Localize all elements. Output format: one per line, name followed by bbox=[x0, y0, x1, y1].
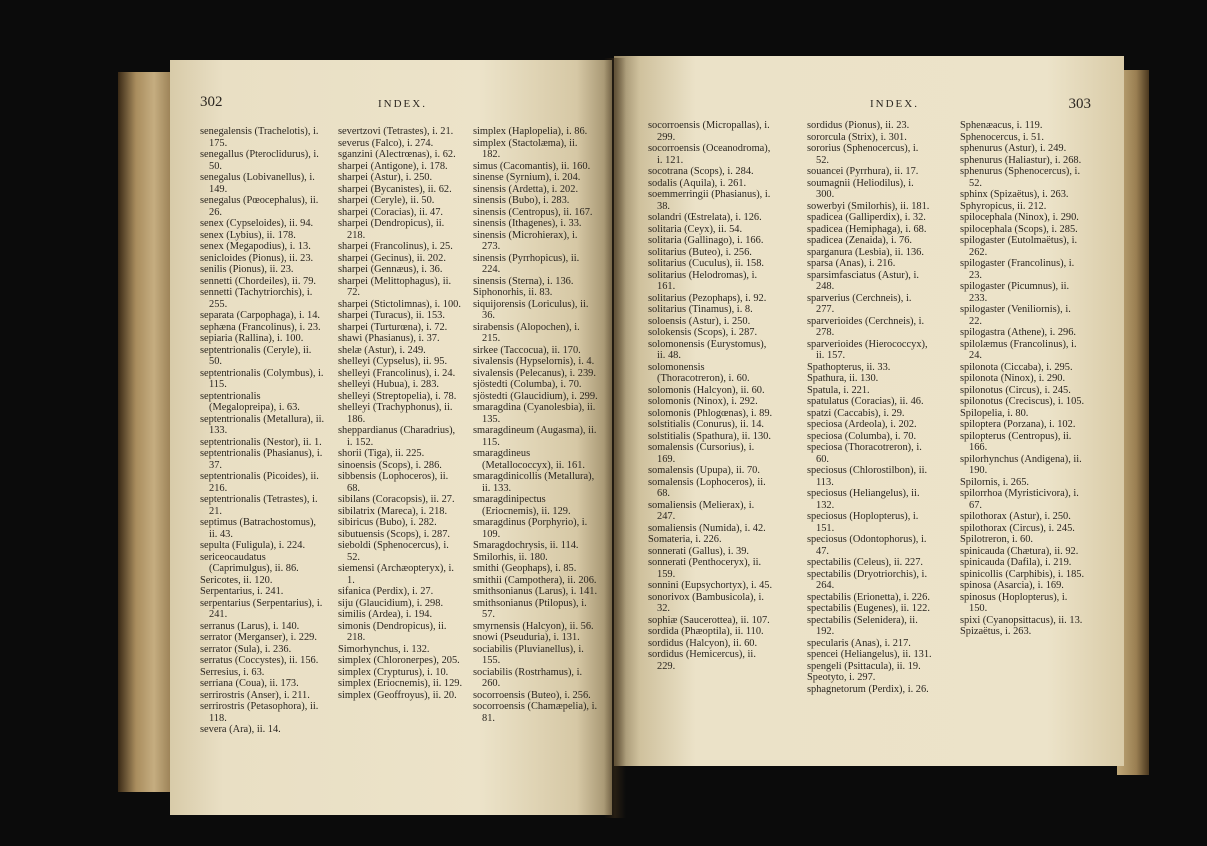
index-entry: sinensis (Pyrrhopicus), ii. 224. bbox=[473, 252, 580, 275]
index-entry: somaliensis (Numida), i. 42. bbox=[648, 522, 766, 534]
index-entry: sphinx (Spizaëtus), i. 263. bbox=[960, 189, 1069, 200]
index-entry: septentrionalis (Tetrastes), i. 21. bbox=[200, 494, 318, 517]
index-entry: Sphyropicus, ii. 212. bbox=[960, 200, 1047, 212]
index-entry: spengeli (Psittacula), ii. 19. bbox=[807, 660, 921, 672]
index-entry: Spatula, i. 221. bbox=[807, 384, 870, 396]
index-entry: septentrionalis (Colymbus), i. 115. bbox=[200, 367, 324, 390]
index-entry: sephæna (Francolinus), i. 23. bbox=[200, 321, 321, 333]
index-entry: sieboldi (Sphenocercus), i. 52. bbox=[338, 540, 449, 563]
index-column-3 bbox=[473, 126, 598, 724]
index-entry: sharpei (Astur), i. 250. bbox=[338, 172, 433, 183]
index-entry: sharpei (Turacus), ii. 153. bbox=[338, 310, 445, 321]
index-entry: serriana (Coua), ii. 173. bbox=[200, 678, 299, 689]
index-entry: solokensis (Scops), i. 287. bbox=[648, 327, 758, 338]
index-entry: solitaria (Ceyx), ii. 54. bbox=[648, 223, 743, 235]
index-entry: solitarius (Pezophaps), i. 92. bbox=[648, 292, 767, 304]
index-entry: spilonota (Ciccaba), i. 295. bbox=[960, 361, 1073, 373]
index-entry: sonnerati (Gallus), i. 39. bbox=[648, 545, 749, 557]
index-column-2 bbox=[807, 120, 932, 695]
index-entry: serrirostris (Anser), i. 211. bbox=[200, 689, 310, 701]
index-entry: sordidus (Pionus), ii. 23. bbox=[807, 120, 910, 131]
index-entry: solitarius (Tinamus), i. 8. bbox=[648, 304, 753, 315]
index-entry: severtzovi (Tetrastes), i. 21. bbox=[338, 126, 454, 137]
index-entry: serrirostris (Petasophora), ii. 118. bbox=[200, 701, 319, 724]
index-entry: spilorrhoa (Myristicivora), i. 67. bbox=[960, 488, 1079, 511]
index-entry: speciosus (Chlorostilbon), ii. 113. bbox=[807, 465, 928, 488]
index-entry: senicloides (Pionus), ii. 23. bbox=[200, 252, 314, 264]
index-entry: spatulatus (Coracias), ii. 46. bbox=[807, 396, 924, 407]
index-entry: sharpei (Antigone), i. 178. bbox=[338, 160, 448, 172]
index-entry: shelleyi (Hubua), i. 283. bbox=[338, 379, 439, 390]
index-column-1 bbox=[200, 126, 325, 736]
index-entry: Spilopelia, i. 80. bbox=[960, 407, 1029, 419]
index-column-2 bbox=[338, 126, 463, 701]
index-entry: spadicea (Zenaida), i. 76. bbox=[807, 235, 913, 246]
index-entry: speciosa (Thoracotreron), i. 60. bbox=[807, 442, 922, 465]
index-entry: somalensis (Lophoceros), ii. 68. bbox=[648, 476, 766, 499]
index-entry: septentrionalis (Nestor), ii. 1. bbox=[200, 436, 322, 448]
index-entry: Serpentarius, i. 241. bbox=[200, 586, 284, 597]
index-entry: sociabilis (Rostrhamus), i. 260. bbox=[473, 666, 583, 689]
index-entry: sordidus (Halcyon), ii. 60. bbox=[648, 637, 758, 649]
index-entry: sociabilis (Pluvianellus), i. 155. bbox=[473, 643, 584, 666]
index-entry: simplex (Stactolæma), ii. 182. bbox=[473, 137, 578, 160]
index-entry: spilogaster (Veniliornis), i. 22. bbox=[960, 304, 1071, 327]
index-entry: spilonotus (Creciscus), i. 105. bbox=[960, 396, 1085, 407]
index-entry: socorroensis (Oceanodroma), i. 121. bbox=[648, 143, 771, 166]
index-entry: sibutuensis (Scops), i. 287. bbox=[338, 528, 450, 540]
index-entry: sharpei (Turturœna), i. 72. bbox=[338, 321, 448, 333]
index-entry: siju (Glaucidium), i. 298. bbox=[338, 597, 444, 609]
index-entry: sinensis (Ithagenes), i. 33. bbox=[473, 218, 582, 229]
index-entry: solitarius (Cuculus), ii. 158. bbox=[648, 258, 765, 269]
index-entry: sericeocaudatus (Caprimulgus), ii. 86. bbox=[200, 551, 299, 574]
index-entry: sibiricus (Bubo), i. 282. bbox=[338, 517, 437, 528]
index-entry: sepiaria (Rallina), i. 100. bbox=[200, 333, 304, 344]
index-entry: sirkee (Taccocua), ii. 170. bbox=[473, 344, 581, 356]
index-entry: socorroensis (Micropallas), i. 299. bbox=[648, 120, 770, 143]
index-entry: Simorhynchus, i. 132. bbox=[338, 643, 430, 655]
index-entry: solomonis (Ninox), i. 292. bbox=[648, 396, 758, 407]
index-entry: sirabensis (Alopochen), i. 215. bbox=[473, 321, 580, 344]
index-entry: sparverioides (Hierococcyx), ii. 157. bbox=[807, 338, 928, 361]
index-entry: septentrionalis (Metallura), ii. 133. bbox=[200, 413, 325, 436]
index-entry: senegalus (Lobivanellus), i. 149. bbox=[200, 172, 315, 195]
index-entry: somalensis (Cursorius), i. 169. bbox=[648, 442, 755, 465]
index-entry: sphenurus (Sphenocercus), i. 52. bbox=[960, 166, 1081, 189]
running-header: INDEX. bbox=[378, 98, 427, 110]
index-entry: sifanica (Perdix), i. 27. bbox=[338, 586, 434, 597]
index-entry: solstitialis (Conurus), ii. 14. bbox=[648, 419, 765, 430]
index-entry: spilonotus (Circus), i. 245. bbox=[960, 384, 1071, 396]
index-entry: shelleyi (Streptopelia), i. 78. bbox=[338, 390, 457, 402]
index-entry: spilothorax (Astur), i. 250. bbox=[960, 511, 1071, 522]
index-entry: solitaria (Gallinago), i. 166. bbox=[648, 235, 764, 246]
index-entry: simplex (Crypturus), i. 10. bbox=[338, 666, 449, 678]
index-entry: solomonis (Halcyon), ii. 60. bbox=[648, 384, 765, 396]
index-entry: serrator (Sula), i. 236. bbox=[200, 643, 292, 655]
index-entry: spilogastra (Athene), i. 296. bbox=[960, 327, 1077, 338]
index-entry: smithsonianus (Larus), i. 141. bbox=[473, 586, 598, 597]
index-entry: spinosus (Hoplopterus), i. 150. bbox=[960, 591, 1068, 614]
index-entry: spectabilis (Selenidera), ii. 192. bbox=[807, 614, 918, 637]
index-entry: smaragdinicollis (Metallura), ii. 133. bbox=[473, 471, 595, 494]
index-entry: senilis (Pionus), ii. 23. bbox=[200, 264, 294, 275]
index-entry: senegalus (Pœocephalus), ii. 26. bbox=[200, 195, 319, 218]
index-entry: smithsonianus (Ptilopus), i. 57. bbox=[473, 597, 587, 620]
index-entry: smaragdineum (Augasma), ii. 115. bbox=[473, 425, 597, 448]
index-entry: sharpei (Melittophagus), ii. 72. bbox=[338, 275, 452, 298]
index-entry: shelleyi (Francolinus), i. 24. bbox=[338, 367, 456, 379]
index-entry: septentrionalis (Ceryle), ii. 50. bbox=[200, 344, 312, 367]
index-column-3 bbox=[960, 120, 1085, 638]
index-entry: spinicollis (Carphibis), i. 185. bbox=[960, 568, 1085, 580]
index-entry: sororcula (Strix), i. 301. bbox=[807, 131, 907, 143]
index-entry: sonorivox (Bambusicola), i. 32. bbox=[648, 591, 765, 614]
index-entry: Smaragdochrysis, ii. 114. bbox=[473, 540, 579, 551]
index-entry: socotrana (Scops), i. 284. bbox=[648, 166, 754, 177]
index-entry: shorii (Tiga), ii. 225. bbox=[338, 448, 425, 459]
index-entry: somalensis (Upupa), ii. 70. bbox=[648, 465, 760, 476]
index-entry: sphagnetorum (Perdix), i. 26. bbox=[807, 683, 929, 695]
index-entry: specularis (Anas), i. 217. bbox=[807, 637, 911, 649]
index-entry: souancei (Pyrrhura), ii. 17. bbox=[807, 166, 919, 177]
index-entry: septimus (Batrachostomus), ii. 43. bbox=[200, 517, 317, 540]
index-entry: somaliensis (Melierax), i. 247. bbox=[648, 499, 755, 522]
index-entry: shelæ (Astur), i. 249. bbox=[338, 344, 426, 356]
index-entry: Smilorhis, ii. 180. bbox=[473, 551, 548, 563]
index-entry: separata (Carpophaga), i. 14. bbox=[200, 310, 321, 321]
index-entry: spectabilis (Celeus), ii. 227. bbox=[807, 557, 924, 568]
index-entry: solandri (Œstrelata), i. 126. bbox=[648, 212, 762, 223]
index-entry: sheppardianus (Charadrius), i. 152. bbox=[338, 425, 456, 448]
index-entry: sororius (Sphenocercus), i. 52. bbox=[807, 143, 919, 166]
index-entry: spadicea (Galliperdix), i. 32. bbox=[807, 212, 926, 223]
index-entry: smaragdinipectus (Eriocnemis), ii. 129. bbox=[473, 494, 571, 517]
index-entry: sepulta (Fuligula), i. 224. bbox=[200, 540, 306, 551]
index-entry: solomonensis (Thoracotreron), i. 60. bbox=[648, 361, 750, 384]
index-entry: sinensis (Centropus), ii. 167. bbox=[473, 206, 593, 218]
index-entry: solitarius (Helodromas), i. 161. bbox=[648, 269, 758, 292]
index-entry: sharpei (Ceryle), ii. 50. bbox=[338, 195, 435, 206]
index-entry: septentrionalis (Picoides), ii. 216. bbox=[200, 471, 319, 494]
index-entry: sonnini (Eupsychortyx), i. 45. bbox=[648, 580, 773, 591]
index-entry: solstitialis (Spathura), ii. 130. bbox=[648, 430, 771, 442]
index-entry: senex (Lybius), ii. 178. bbox=[200, 229, 296, 241]
index-entry: spilogaster (Eutolmaëtus), i. 262. bbox=[960, 235, 1078, 258]
index-entry: spilolæmus (Francolinus), i. 24. bbox=[960, 338, 1077, 361]
index-entry: Spathopterus, ii. 33. bbox=[807, 361, 891, 373]
index-entry: sinense (Syrnium), i. 204. bbox=[473, 172, 581, 183]
index-entry: Siphonorhis, ii. 83. bbox=[473, 287, 553, 298]
index-entry: spixi (Cyanopsittacus), ii. 13. bbox=[960, 614, 1083, 626]
index-entry: smithii (Campothera), ii. 206. bbox=[473, 574, 597, 586]
index-entry: solomonensis (Eurystomus), ii. 48. bbox=[648, 338, 767, 361]
index-entry: sowerbyi (Smilorhis), ii. 181. bbox=[807, 200, 930, 212]
index-entry: sibilatrix (Mareca), i. 218. bbox=[338, 505, 448, 517]
index-entry: Sericotes, ii. 120. bbox=[200, 574, 273, 586]
index-entry: shelleyi (Cypselus), ii. 95. bbox=[338, 356, 448, 367]
index-entry: sphenurus (Haliastur), i. 268. bbox=[960, 154, 1082, 166]
index-entry: senex (Megapodius), i. 13. bbox=[200, 241, 311, 252]
index-entry: spectabilis (Dryotriorchis), i. 264. bbox=[807, 568, 928, 591]
index-entry: serpentarius (Serpentarius), i. 241. bbox=[200, 597, 323, 620]
index-entry: speciosa (Ardeola), i. 202. bbox=[807, 419, 917, 430]
index-entry: shelleyi (Trachyphonus), ii. 186. bbox=[338, 402, 453, 425]
index-entry: spilothorax (Circus), i. 245. bbox=[960, 522, 1075, 534]
index-entry: smaragdineus (Metallococcyx), ii. 161. bbox=[473, 448, 586, 471]
index-entry: socorroensis (Chamæpelia), i. 81. bbox=[473, 701, 598, 724]
index-entry: siemensi (Archæopteryx), i. 1. bbox=[338, 563, 455, 586]
index-entry: senex (Cypseloides), ii. 94. bbox=[200, 218, 314, 229]
index-entry: sibbensis (Lophoceros), ii. 68. bbox=[338, 471, 449, 494]
index-entry: sparverius (Cerchneis), i. 277. bbox=[807, 292, 912, 315]
index-entry: spinicauda (Dafila), i. 219. bbox=[960, 557, 1072, 568]
index-entry: sharpei (Coracias), ii. 47. bbox=[338, 206, 444, 218]
index-entry: sjöstedti (Glaucidium), i. 299. bbox=[473, 390, 598, 402]
index-entry: snowi (Pseuduria), i. 131. bbox=[473, 632, 580, 643]
index-entry: Sphenocercus, i. 51. bbox=[960, 131, 1044, 143]
index-entry: sharpei (Bycanistes), ii. 62. bbox=[338, 183, 452, 195]
index-entry: solitarius (Buteo), i. 256. bbox=[648, 246, 752, 258]
index-entry: spilocephala (Scops), i. 285. bbox=[960, 223, 1078, 235]
index-entry: spilogaster (Picumnus), ii. 233. bbox=[960, 281, 1070, 304]
index-entry: sivalensis (Hypselornis), i. 4. bbox=[473, 356, 595, 367]
index-entry: sennetti (Chordeiles), ii. 79. bbox=[200, 275, 317, 287]
index-entry: serranus (Larus), i. 140. bbox=[200, 620, 300, 632]
index-entry: sparverioides (Cerchneis), i. 278. bbox=[807, 315, 925, 338]
index-entry: septentrionalis (Megalopreipa), i. 63. bbox=[200, 390, 300, 413]
index-entry: simplex (Eriocnemis), ii. 129. bbox=[338, 678, 463, 689]
left-page-edges bbox=[118, 72, 178, 792]
index-entry: smaragdinus (Porphyrio), i. 109. bbox=[473, 517, 588, 540]
index-entry: sharpei (Gecinus), ii. 202. bbox=[338, 252, 446, 264]
index-entry: severa (Ara), ii. 14. bbox=[200, 724, 281, 735]
index-entry: speciosus (Heliangelus), ii. 132. bbox=[807, 488, 920, 511]
index-entry: severus (Falco), i. 274. bbox=[338, 137, 434, 149]
index-entry: similis (Ardea), i. 194. bbox=[338, 609, 433, 620]
index-entry: Serresius, i. 63. bbox=[200, 666, 265, 678]
index-entry: Spilornis, i. 265. bbox=[960, 476, 1029, 488]
index-entry: spinicauda (Chætura), ii. 92. bbox=[960, 545, 1079, 557]
index-entry: smithi (Geophaps), i. 85. bbox=[473, 563, 577, 574]
index-entry: sivalensis (Pelecanus), i. 239. bbox=[473, 367, 596, 379]
index-entry: sphenurus (Astur), i. 249. bbox=[960, 143, 1067, 154]
index-entry: sordidus (Hemicercus), ii. 229. bbox=[648, 649, 756, 672]
index-entry: sordida (Phæoptila), ii. 110. bbox=[648, 626, 764, 637]
index-entry: soloensis (Astur), i. 250. bbox=[648, 315, 751, 327]
index-entry: sjöstedti (Columba), i. 70. bbox=[473, 379, 582, 390]
index-entry: septentrionalis (Phasianus), i. 37. bbox=[200, 448, 323, 471]
index-entry: sganzini (Alectrœnas), i. 62. bbox=[338, 149, 456, 160]
index-entry: sodalis (Aquila), i. 261. bbox=[648, 177, 747, 189]
index-entry: sinoensis (Scops), i. 286. bbox=[338, 459, 442, 471]
index-entry: spiloptera (Porzana), i. 102. bbox=[960, 419, 1076, 430]
index-entry: sharpei (Gennæus), i. 36. bbox=[338, 264, 443, 275]
index-entry: Speotyto, i. 297. bbox=[807, 672, 876, 683]
left-page bbox=[170, 60, 612, 815]
index-entry: sparsa (Anas), i. 216. bbox=[807, 258, 896, 269]
index-entry: soemmerringii (Phasianus), i. 38. bbox=[648, 189, 771, 212]
index-entry: socorroensis (Buteo), i. 256. bbox=[473, 689, 591, 701]
index-entry: soumagnii (Heliodilus), i. 300. bbox=[807, 177, 914, 200]
index-entry: senegallus (Pteroclidurus), i. 50. bbox=[200, 149, 319, 172]
index-entry: spectabilis (Eugenes), ii. 122. bbox=[807, 603, 930, 614]
running-header: INDEX. bbox=[870, 98, 919, 110]
index-entry: smyrnensis (Halcyon), ii. 56. bbox=[473, 620, 594, 632]
index-entry: spatzi (Caccabis), i. 29. bbox=[807, 407, 905, 419]
index-entry: simus (Cacomantis), ii. 160. bbox=[473, 160, 591, 172]
page-number: 303 bbox=[1068, 96, 1091, 112]
book-gutter bbox=[604, 58, 626, 818]
index-entry: simplex (Chloronerpes), 205. bbox=[338, 655, 460, 666]
index-entry: smaragdina (Cyanolesbia), ii. 135. bbox=[473, 402, 596, 425]
right-page bbox=[614, 56, 1124, 766]
index-entry: sinensis (Sterna), i. 136. bbox=[473, 275, 574, 287]
index-entry: shawi (Phasianus), i. 37. bbox=[338, 333, 440, 344]
index-column-1 bbox=[648, 120, 773, 672]
page-number: 302 bbox=[200, 94, 223, 110]
index-entry: spilocephala (Ninox), i. 290. bbox=[960, 212, 1079, 223]
index-entry: spilogaster (Francolinus), i. 23. bbox=[960, 258, 1075, 281]
index-entry: siquijorensis (Loriculus), ii. 36. bbox=[473, 298, 589, 321]
index-entry: serratus (Coccystes), ii. 156. bbox=[200, 655, 319, 666]
index-entry: sparganura (Lesbia), ii. 136. bbox=[807, 246, 924, 258]
index-entry: sparsimfasciatus (Astur), i. 248. bbox=[807, 269, 919, 292]
index-entry: sibilans (Coracopsis), ii. 27. bbox=[338, 494, 455, 505]
index-entry: spilonota (Ninox), i. 290. bbox=[960, 373, 1066, 384]
index-entry: Spizaëtus, i. 263. bbox=[960, 626, 1032, 637]
index-entry: senegalensis (Trachelotis), i. 175. bbox=[200, 126, 319, 149]
index-entry: spencei (Heliangelus), ii. 131. bbox=[807, 649, 932, 660]
index-entry: speciosus (Odontophorus), i. 47. bbox=[807, 534, 927, 557]
index-entry: Spilotreron, i. 60. bbox=[960, 534, 1034, 545]
index-entry: speciosa (Columba), i. 70. bbox=[807, 430, 917, 442]
index-entry: sharpei (Stictolimnas), i. 100. bbox=[338, 298, 461, 310]
index-entry: Spathura, ii. 130. bbox=[807, 373, 879, 384]
index-entry: sharpei (Francolinus), i. 25. bbox=[338, 241, 453, 252]
index-entry: spilopterus (Centropus), ii. 166. bbox=[960, 430, 1072, 453]
index-entry: solomonis (Phlogœnas), i. 89. bbox=[648, 407, 773, 419]
index-entry: sinensis (Bubo), i. 283. bbox=[473, 195, 570, 206]
index-entry: spadicea (Hemiphaga), i. 68. bbox=[807, 223, 927, 235]
index-entry: Somateria, i. 226. bbox=[648, 534, 722, 545]
index-entry: simplex (Haplopelia), i. 86. bbox=[473, 126, 588, 137]
index-entry: spilorhynchus (Andigena), ii. 190. bbox=[960, 453, 1082, 476]
index-entry: serrator (Merganser), i. 229. bbox=[200, 632, 317, 643]
index-entry: spectabilis (Erionetta), i. 226. bbox=[807, 591, 930, 603]
index-entry: sinensis (Ardetta), i. 202. bbox=[473, 183, 579, 195]
index-entry: sinensis (Microhierax), i. 273. bbox=[473, 229, 578, 252]
index-entry: sonnerati (Penthoceryx), ii. 159. bbox=[648, 557, 762, 580]
index-entry: Sphenæacus, i. 119. bbox=[960, 120, 1043, 131]
index-entry: sophiæ (Saucerottea), ii. 107. bbox=[648, 614, 770, 626]
index-entry: spinosa (Asarcia), i. 169. bbox=[960, 580, 1064, 591]
index-entry: simonis (Dendropicus), ii. 218. bbox=[338, 620, 447, 643]
index-entry: sharpei (Dendropicus), ii. 218. bbox=[338, 218, 445, 241]
index-entry: sennetti (Tachytriorchis), i. 255. bbox=[200, 287, 313, 310]
index-entry: speciosus (Hoplopterus), i. 151. bbox=[807, 511, 919, 534]
index-entry: simplex (Geoffroyus), ii. 20. bbox=[338, 689, 457, 701]
